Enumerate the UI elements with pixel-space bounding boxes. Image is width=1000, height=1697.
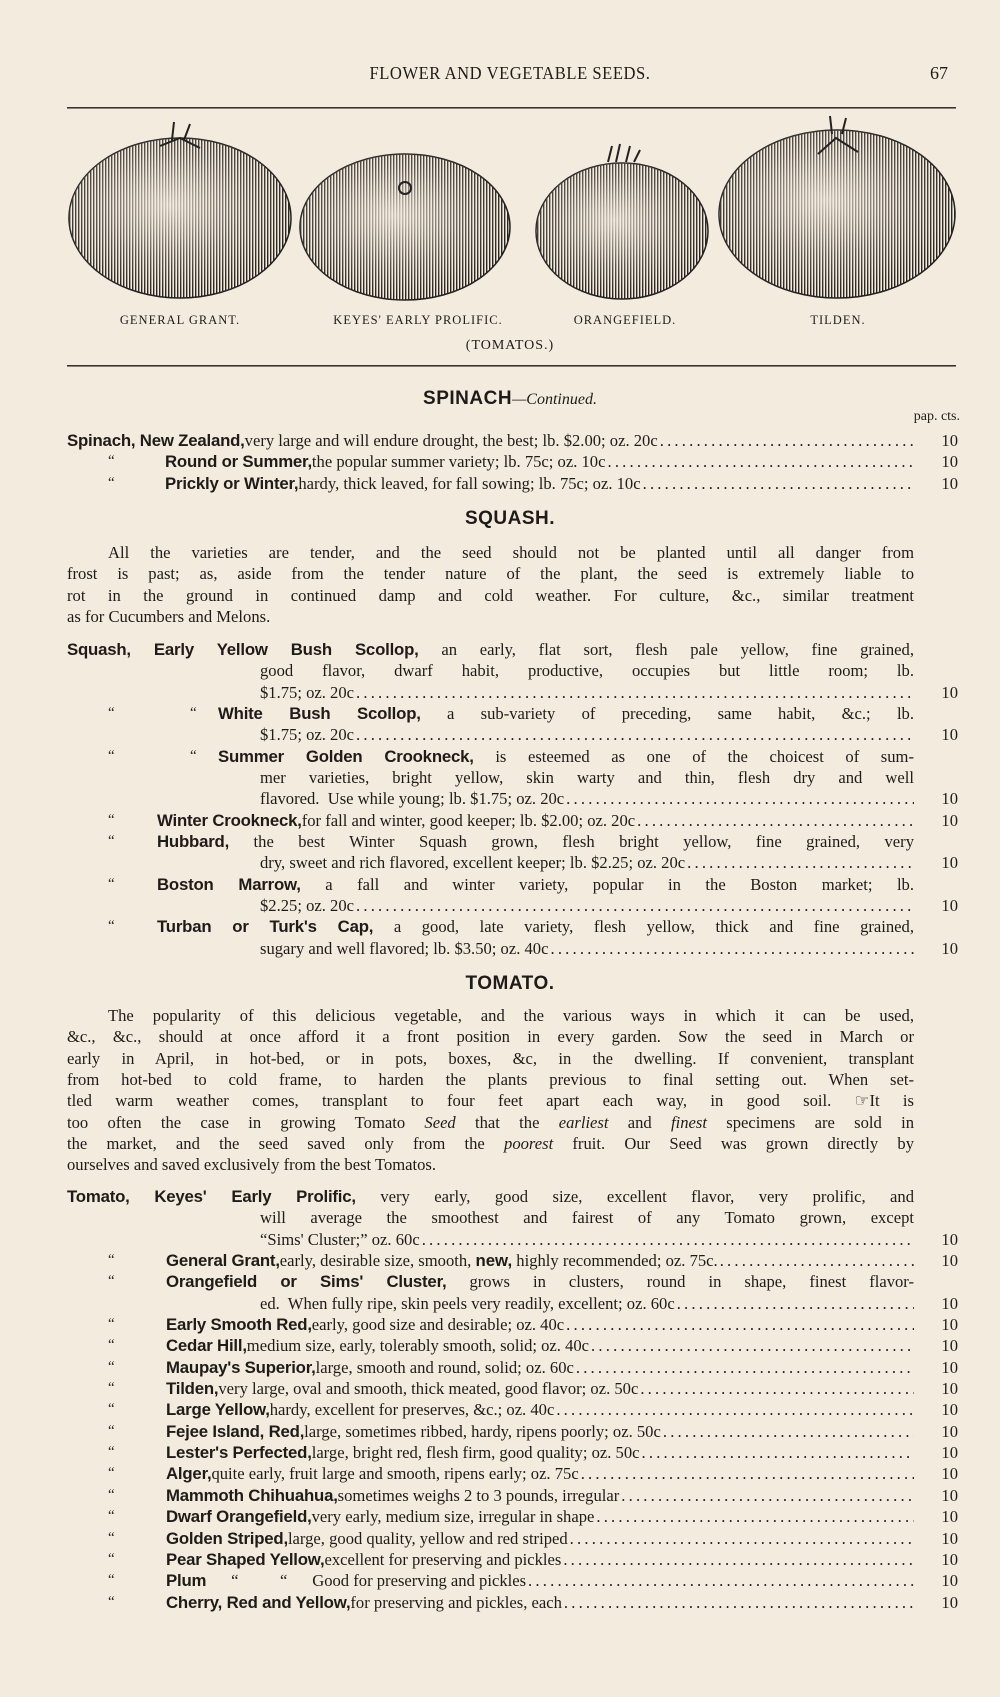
line-text: hardy, thick leaved, for fall sowing; lb. 75c; oz. 10c bbox=[298, 473, 641, 493]
item-price: 10 bbox=[941, 452, 958, 472]
ditto-mark: “ bbox=[190, 747, 197, 764]
item-line bbox=[0, 1592, 1000, 1613]
line-text: large, good quality, yellow and red striped bbox=[287, 1528, 568, 1548]
item-description bbox=[211, 1463, 578, 1484]
item-price: 10 bbox=[941, 1379, 958, 1399]
item-line bbox=[0, 1528, 1000, 1549]
line-text: grows in clusters, round in shape, finest flavor- bbox=[469, 1272, 915, 1292]
item-line bbox=[0, 1506, 1000, 1527]
item-name: Summer Golden Crookneck, bbox=[218, 746, 474, 766]
ditto-mark: “ bbox=[108, 1593, 115, 1610]
dot-leader bbox=[638, 1378, 914, 1399]
item-name: Turban or Turk's Cap, bbox=[157, 917, 374, 937]
item-price: 10 bbox=[941, 1315, 958, 1335]
dot-leader bbox=[685, 852, 914, 873]
illustration-rule bbox=[67, 365, 956, 367]
ditto-mark: “ bbox=[108, 1316, 115, 1333]
item-name: Boston Marrow, bbox=[157, 874, 301, 894]
item-line bbox=[0, 1549, 1000, 1570]
item-description bbox=[260, 724, 354, 745]
item-line bbox=[0, 874, 1000, 895]
line-text: rot in the ground in continued damp and cold weather. For culture, &c., similar treatment bbox=[67, 585, 914, 605]
line-text: $1.75; oz. 20c bbox=[260, 725, 355, 745]
item-line bbox=[0, 1335, 1000, 1356]
item-price: 10 bbox=[941, 1293, 958, 1313]
squash-list bbox=[0, 639, 1000, 959]
item-description bbox=[270, 1399, 555, 1420]
ditto-mark: “ bbox=[108, 1380, 115, 1397]
dot-leader bbox=[548, 938, 914, 959]
line-text: sometimes weighs 2 to 3 pounds, irregular bbox=[337, 1485, 620, 1505]
item-price: 10 bbox=[941, 1528, 958, 1548]
caption-tilden: TILDEN. bbox=[810, 313, 866, 327]
item-name: Pear Shaped Yellow, bbox=[166, 1549, 325, 1569]
item-description bbox=[338, 1485, 620, 1506]
ditto-mark: “ bbox=[108, 1508, 115, 1525]
item-price: 10 bbox=[941, 810, 958, 830]
item-name: Orangefield or Sims' Cluster, bbox=[166, 1272, 447, 1292]
dot-leader bbox=[605, 451, 914, 472]
ditto-mark: “ bbox=[108, 747, 115, 764]
item-line bbox=[0, 1186, 1000, 1207]
item-price: 10 bbox=[941, 1549, 958, 1569]
item-line bbox=[0, 1463, 1000, 1484]
line-text: very early, medium size, irregular in shape bbox=[311, 1507, 595, 1527]
spinach-list bbox=[0, 430, 1000, 494]
item-name: Spinach, New Zealand, bbox=[67, 431, 245, 450]
dot-leader bbox=[568, 1528, 914, 1549]
line-text: is esteemed as one of the choicest of sum- bbox=[495, 746, 914, 766]
item-line bbox=[0, 895, 1000, 916]
dot-leader bbox=[354, 724, 914, 745]
item-price: 10 bbox=[941, 896, 958, 916]
item-price: 10 bbox=[941, 1421, 958, 1441]
dot-leader bbox=[619, 1485, 914, 1506]
item-line bbox=[0, 810, 1000, 831]
item-name: Golden Striped, bbox=[166, 1528, 288, 1548]
dot-leader bbox=[640, 1442, 914, 1463]
item-line bbox=[0, 1250, 1000, 1271]
item-line bbox=[0, 451, 1000, 472]
tilden-tomato-icon bbox=[719, 116, 955, 298]
line-text: a fall and winter variety, popular in the Boston market; lb. bbox=[325, 874, 914, 894]
paragraph-line bbox=[0, 1005, 1000, 1026]
dot-leader bbox=[579, 1463, 914, 1484]
item-description bbox=[218, 1378, 638, 1399]
item-name: Cherry, Red and Yellow, bbox=[166, 1592, 351, 1612]
dot-leader bbox=[675, 1293, 914, 1314]
line-text: “ “ Good for preserving and pickles bbox=[206, 1571, 527, 1591]
dot-leader bbox=[562, 1592, 914, 1613]
line-text: a good, late variety, flesh yellow, thick and fine grained, bbox=[393, 917, 914, 937]
general-grant-tomato-icon bbox=[69, 122, 291, 298]
item-price: 10 bbox=[941, 431, 958, 450]
item-name: Plum bbox=[166, 1571, 207, 1591]
item-price: 10 bbox=[941, 1571, 958, 1591]
ditto-mark: “ bbox=[108, 811, 115, 828]
text-segment: new, bbox=[475, 1251, 513, 1271]
item-name: Winter Crookneck, bbox=[157, 810, 302, 830]
item-line bbox=[0, 1485, 1000, 1506]
line-text: flavored. Use while young; lb. $1.75; oz. 20c bbox=[260, 789, 565, 809]
item-line bbox=[0, 1314, 1000, 1335]
item-description bbox=[288, 1528, 568, 1549]
item-line bbox=[0, 639, 1000, 660]
line-text: The popularity of this delicious vegetable, and the various ways in which it can be used, bbox=[108, 1006, 914, 1025]
line-text: for preserving and pickles, each bbox=[350, 1592, 562, 1612]
line-text: $2.25; oz. 20c bbox=[260, 896, 355, 916]
item-description bbox=[260, 852, 685, 873]
dot-leader bbox=[354, 895, 914, 916]
item-name: Fejee Island, Red, bbox=[166, 1421, 305, 1441]
line-text: from hot-bed to cold frame, to harden the plants previous to final setting out. When set- bbox=[67, 1070, 914, 1090]
item-description bbox=[312, 451, 606, 472]
item-price: 10 bbox=[941, 1400, 958, 1420]
line-text: an early, flat sort, flesh pale yellow, fine grained, bbox=[441, 640, 914, 659]
item-line bbox=[0, 1378, 1000, 1399]
caption-orangefield: ORANGEFIELD. bbox=[573, 313, 677, 327]
paragraph-line bbox=[0, 1090, 1000, 1111]
caption-general-grant: GENERAL GRANT. bbox=[119, 313, 241, 327]
ditto-mark: “ bbox=[108, 1358, 115, 1375]
item-price: 10 bbox=[941, 1464, 958, 1484]
item-name: General Grant, bbox=[166, 1251, 280, 1271]
line-text: good flavor, dwarf habit, productive, occupies but little room; lb. bbox=[260, 661, 914, 681]
item-line bbox=[0, 746, 1000, 767]
squash-heading: SQUASH. bbox=[464, 508, 556, 529]
item-description bbox=[350, 1592, 561, 1613]
item-line bbox=[0, 852, 1000, 873]
item-name: Mammoth Chihuahua, bbox=[166, 1485, 338, 1505]
item-description bbox=[260, 938, 548, 959]
item-description bbox=[304, 1421, 661, 1442]
paragraph-line bbox=[0, 563, 1000, 584]
paragraph-line bbox=[0, 1154, 1000, 1175]
line-text: tled warm weather comes, transplant to four feet apart each way, in good soil. ☞It is bbox=[67, 1091, 914, 1111]
line-text: ed. When fully ripe, skin peels very readily, excellent; oz. 60c bbox=[260, 1293, 675, 1313]
line-text: as for Cucumbers and Melons. bbox=[67, 607, 271, 627]
item-price: 10 bbox=[941, 1507, 958, 1527]
item-line bbox=[0, 938, 1000, 959]
item-name: Early Smooth Red, bbox=[166, 1315, 312, 1335]
paragraph-line bbox=[0, 1026, 1000, 1047]
item-price: 10 bbox=[941, 938, 958, 958]
spinach-title: SPINACH bbox=[423, 388, 513, 409]
item-price: 10 bbox=[941, 1251, 958, 1271]
squash-intro bbox=[0, 542, 1000, 627]
price-column-header: pap. cts. bbox=[913, 409, 960, 424]
dot-leader bbox=[635, 810, 914, 831]
item-name: Large Yellow, bbox=[166, 1400, 270, 1420]
running-header: FLOWER AND VEGETABLE SEEDS. bbox=[369, 63, 651, 83]
item-name: Lester's Perfected, bbox=[166, 1443, 312, 1463]
line-text: “Sims' Cluster;” oz. 60c bbox=[260, 1229, 420, 1249]
caption-keyes-early-prolific: KEYES' EARLY PROLIFIC. bbox=[333, 313, 503, 327]
item-name: Dwarf Orangefield, bbox=[166, 1507, 312, 1527]
item-line bbox=[0, 1271, 1000, 1292]
ditto-mark: “ bbox=[108, 1273, 115, 1290]
ditto-mark: “ bbox=[108, 1529, 115, 1546]
line-text: mer varieties, bright yellow, skin warty and thin, flesh dry and well bbox=[260, 768, 914, 788]
item-price: 10 bbox=[941, 725, 958, 745]
line-text: excellent for preserving and pickles bbox=[324, 1549, 562, 1569]
text-segment: too often the case in growing Tomato bbox=[67, 1112, 425, 1132]
item-price: 10 bbox=[941, 1336, 958, 1356]
item-line bbox=[0, 703, 1000, 724]
item-description bbox=[206, 1570, 526, 1591]
item-line bbox=[0, 1442, 1000, 1463]
ditto-mark: “ bbox=[190, 705, 197, 722]
item-price: 10 bbox=[941, 682, 958, 702]
line-text: All the varieties are tender, and the seed should not be planted until all danger from bbox=[108, 543, 914, 562]
dot-leader bbox=[718, 1250, 914, 1271]
line-text: dry, sweet and rich flavored, excellent keeper; lb. $2.25; oz. 20c bbox=[260, 853, 686, 873]
ditto-mark: “ bbox=[108, 1550, 115, 1567]
ditto-mark: “ bbox=[108, 1252, 115, 1269]
keyes-early-prolific-tomato-icon bbox=[300, 154, 510, 300]
item-name: Prickly or Winter, bbox=[165, 473, 299, 493]
text-segment: Seed bbox=[424, 1112, 456, 1132]
item-name: Hubbard, bbox=[157, 832, 230, 852]
paragraph-line bbox=[0, 606, 1000, 627]
tomato-illustrations bbox=[0, 110, 1000, 310]
line-text: a sub-variety of preceding, same habit, &c.; lb. bbox=[447, 704, 914, 724]
item-line bbox=[0, 831, 1000, 852]
item-line bbox=[0, 1293, 1000, 1314]
item-description bbox=[260, 895, 354, 916]
ditto-mark: “ bbox=[108, 1486, 115, 1503]
text-segment: specimens are sold in bbox=[706, 1112, 915, 1132]
paragraph-line bbox=[0, 1048, 1000, 1069]
line-text: quite early, fruit large and smooth, ripens early; oz. 75c bbox=[211, 1464, 579, 1484]
line-text: $1.75; oz. 20c bbox=[260, 682, 355, 702]
ditto-mark: “ bbox=[108, 1465, 115, 1482]
item-price: 10 bbox=[941, 1229, 958, 1249]
item-description bbox=[260, 682, 354, 703]
item-line bbox=[0, 767, 1000, 788]
text-segment: finest bbox=[671, 1112, 707, 1132]
item-name: Tomato, Keyes' Early Prolific, bbox=[67, 1187, 356, 1206]
line-text: will average the smoothest and fairest of any Tomato grown, except bbox=[260, 1208, 914, 1228]
item-description bbox=[325, 1549, 562, 1570]
dot-leader bbox=[564, 788, 914, 809]
item-line bbox=[0, 1421, 1000, 1442]
item-name: Squash, Early Yellow Bush Scollop, bbox=[67, 640, 419, 659]
tomato-heading: TOMATO. bbox=[465, 973, 555, 994]
item-price: 10 bbox=[941, 1443, 958, 1463]
item-description bbox=[298, 473, 640, 494]
ditto-mark: “ bbox=[108, 453, 115, 470]
item-price: 10 bbox=[941, 853, 958, 873]
line-text: large, smooth and round, solid; oz. 60c bbox=[315, 1357, 574, 1377]
item-line bbox=[0, 1570, 1000, 1591]
item-price: 10 bbox=[941, 1485, 958, 1505]
line-text: &c., &c., should at once afford it a front position in every garden. Sow the seed in March or bbox=[67, 1027, 914, 1047]
item-line bbox=[0, 788, 1000, 809]
ditto-mark: “ bbox=[108, 474, 115, 491]
item-name: Alger, bbox=[166, 1464, 212, 1484]
line-text: ourselves and saved exclusively from the best Tomatos. bbox=[67, 1155, 437, 1175]
dot-leader bbox=[554, 1399, 914, 1420]
text-segment: that the bbox=[455, 1112, 559, 1132]
text-segment: poorest bbox=[504, 1134, 554, 1154]
line-text: the popular summer variety; lb. 75c; oz. 10c bbox=[311, 452, 606, 472]
line-text: very large and will endure drought, the best; lb. $2.00; oz. 20c bbox=[244, 431, 658, 450]
ditto-mark: “ bbox=[108, 833, 115, 850]
item-description bbox=[302, 810, 635, 831]
item-description bbox=[312, 1506, 595, 1527]
item-description bbox=[260, 1229, 420, 1250]
line-text: medium size, early, tolerably smooth, solid; oz. 40c bbox=[246, 1336, 590, 1356]
item-price: 10 bbox=[941, 789, 958, 809]
item-name: Round or Summer, bbox=[165, 452, 312, 472]
item-description bbox=[260, 788, 564, 809]
item-name: Maupay's Superior, bbox=[166, 1357, 316, 1377]
dot-leader bbox=[574, 1357, 914, 1378]
line-text: early in April, in hot-bed, or in pots, boxes, &c, in the dwelling. If convenient, transplant bbox=[67, 1048, 914, 1068]
dot-leader bbox=[594, 1506, 914, 1527]
top-rule bbox=[67, 107, 956, 109]
ditto-mark: “ bbox=[108, 1444, 115, 1461]
ditto-mark: “ bbox=[108, 875, 115, 892]
line-text: for fall and winter, good keeper; lb. $2.00; oz. 20c bbox=[301, 810, 636, 830]
page-number: 67 bbox=[930, 63, 948, 83]
item-line bbox=[0, 1207, 1000, 1228]
item-price: 10 bbox=[941, 1357, 958, 1377]
ditto-mark: “ bbox=[108, 1401, 115, 1418]
dot-leader bbox=[561, 1549, 914, 1570]
line-text: early, good size and desirable; oz. 40c bbox=[311, 1315, 565, 1335]
item-line bbox=[0, 430, 1000, 451]
paragraph-line bbox=[0, 1112, 1000, 1133]
item-line bbox=[0, 1399, 1000, 1420]
item-line bbox=[0, 1229, 1000, 1250]
item-description bbox=[312, 1442, 640, 1463]
text-segment: and bbox=[608, 1112, 672, 1132]
item-line bbox=[0, 916, 1000, 937]
dot-leader bbox=[354, 682, 914, 703]
item-price: 10 bbox=[941, 1592, 958, 1612]
tomato-list bbox=[0, 1186, 1000, 1613]
line-text: very early, good size, excellent flavor, very prolific, and bbox=[380, 1187, 914, 1206]
spinach-heading bbox=[0, 388, 1000, 410]
line-text: sugary and well flavored; lb. $3.50; oz. 40c bbox=[260, 938, 549, 958]
text-segment: the market, and the seed saved only from the bbox=[67, 1134, 505, 1154]
dot-leader bbox=[564, 1314, 914, 1335]
tomato-intro bbox=[0, 1005, 1000, 1176]
paragraph-line bbox=[0, 585, 1000, 606]
item-description bbox=[316, 1357, 574, 1378]
text-segment: fruit. Our Seed was grown directly by bbox=[553, 1134, 914, 1154]
item-line bbox=[0, 682, 1000, 703]
paragraph-line bbox=[0, 1133, 1000, 1154]
item-name: White Bush Scollop, bbox=[218, 704, 421, 724]
ditto-mark: “ bbox=[108, 1572, 115, 1589]
text-segment: early, desirable size, smooth, bbox=[279, 1251, 476, 1271]
item-description bbox=[260, 1293, 675, 1314]
paragraph-line bbox=[0, 542, 1000, 563]
item-price: 10 bbox=[941, 473, 958, 493]
orangefield-tomato-icon bbox=[536, 144, 708, 299]
item-line bbox=[0, 660, 1000, 681]
dot-leader bbox=[658, 430, 914, 451]
ditto-mark: “ bbox=[108, 1422, 115, 1439]
ditto-mark: “ bbox=[108, 705, 115, 722]
line-text: the best Winter Squash grown, flesh bright yellow, fine grained, very bbox=[253, 832, 914, 852]
dot-leader bbox=[641, 473, 914, 494]
item-line bbox=[0, 473, 1000, 494]
caption-tomatos: (TOMATOS.) bbox=[465, 338, 555, 353]
item-description bbox=[280, 1250, 718, 1271]
line-text: large, sometimes ribbed, hardy, ripens poorly; oz. 50c bbox=[304, 1421, 661, 1441]
ditto-mark: “ bbox=[108, 918, 115, 935]
ditto-mark: “ bbox=[108, 1337, 115, 1354]
item-description bbox=[247, 1335, 589, 1356]
line-text: very large, oval and smooth, thick meated, good flavor; oz. 50c bbox=[218, 1379, 639, 1399]
text-segment: earliest bbox=[558, 1112, 609, 1132]
dot-leader bbox=[526, 1570, 914, 1591]
line-text: large, bright red, flesh firm, good quality; oz. 50c bbox=[311, 1443, 640, 1463]
line-text: frost is past; as, aside from the tender nature of the plant, the seed is extremely liable to bbox=[67, 564, 914, 584]
item-name: Tilden, bbox=[166, 1379, 219, 1399]
spinach-subtitle: —Continued. bbox=[512, 391, 597, 408]
item-name: Cedar Hill, bbox=[166, 1336, 247, 1356]
dot-leader bbox=[589, 1335, 914, 1356]
line-text: hardy, excellent for preserves, &c.; oz. 40c bbox=[269, 1400, 555, 1420]
item-description bbox=[245, 430, 658, 451]
dot-leader bbox=[420, 1229, 914, 1250]
item-line bbox=[0, 724, 1000, 745]
dot-leader bbox=[661, 1421, 914, 1442]
item-description bbox=[312, 1314, 564, 1335]
paragraph-line bbox=[0, 1069, 1000, 1090]
item-line bbox=[0, 1357, 1000, 1378]
text-segment: highly recommended; oz. 75c. bbox=[512, 1251, 718, 1271]
